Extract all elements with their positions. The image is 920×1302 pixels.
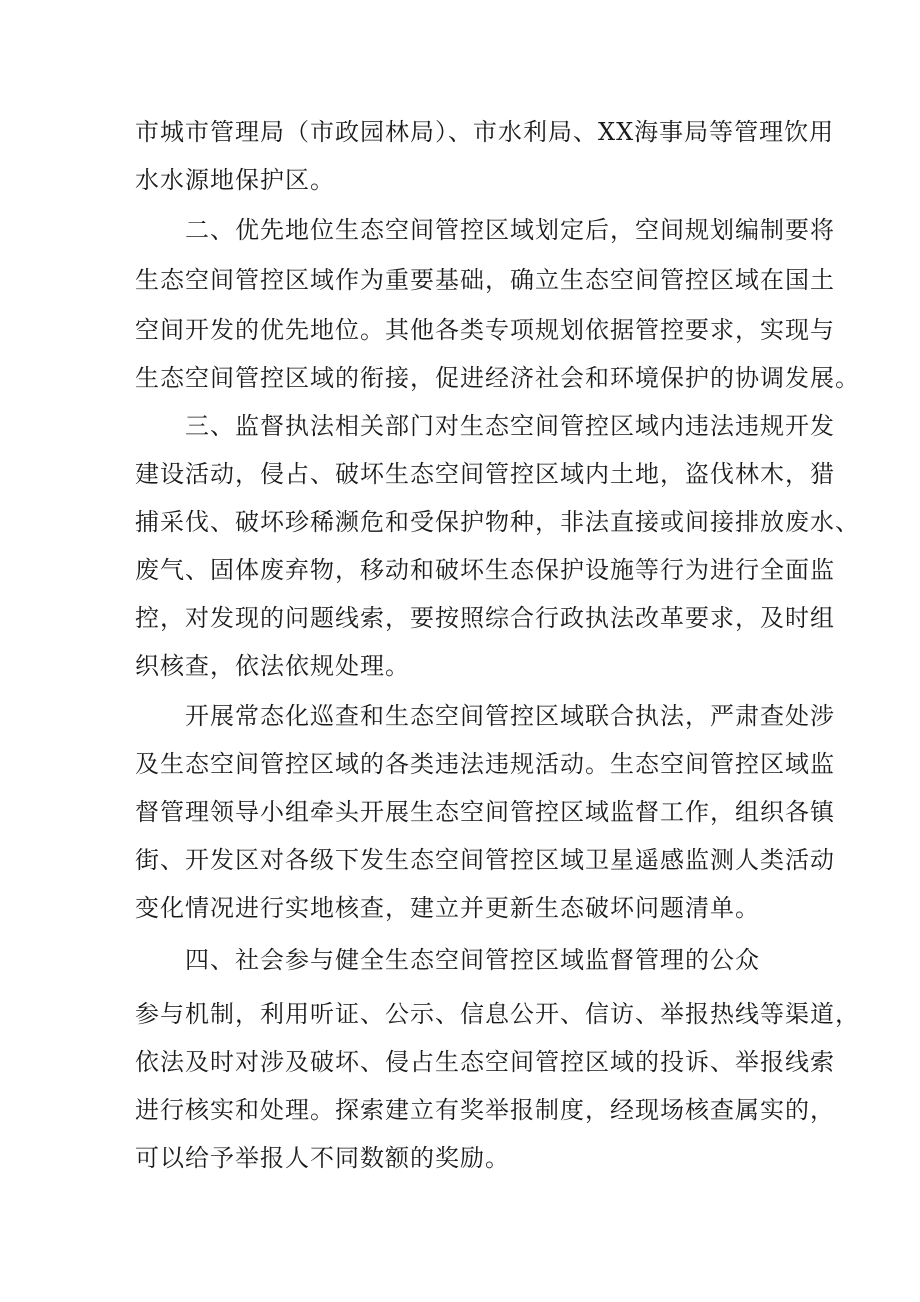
text-line: 建设活动，侵占、破坏生态空间管控区域内土地，盗伐林木，猎 <box>135 460 835 488</box>
text-line: 参与机制，利用听证、公示、信息公开、信访、举报热线等渠道， <box>135 1000 860 1028</box>
text-line: 织核查，依法依规处理。 <box>135 652 410 680</box>
text-line: 开展常态化巡查和生态空间管控区域联合执法，严肃查处涉 <box>185 702 835 730</box>
text-line: 变化情况进行实地核查，建立并更新生态破坏问题清单。 <box>135 894 760 922</box>
text-line: 街、开发区对各级下发生态空间管控区域卫星遥感监测人类活动 <box>135 846 835 874</box>
text-line: 市城市管理局（市政园林局）、市水利局、XX海事局等管理饮用 <box>135 118 835 146</box>
text-line: 依法及时对涉及破坏、侵占生态空间管控区域的投诉、举报线索 <box>135 1048 835 1076</box>
text-line: 水水源地保护区。 <box>135 166 335 194</box>
text-line: 督管理领导小组牵头开展生态空间管控区域监督工作，组织各镇 <box>135 798 835 826</box>
text-line: 生态空间管控区域的衔接，促进经济社会和环境保护的协调发展。 <box>135 364 860 392</box>
text-line: 三、监督执法相关部门对生态空间管控区域内违法违规开发 <box>185 412 835 440</box>
text-line: 空间开发的优先地位。其他各类专项规划依据管控要求，实现与 <box>135 316 835 344</box>
text-line: 废气、固体废弃物，移动和破坏生态保护设施等行为进行全面监 <box>135 556 835 584</box>
text-line: 及生态空间管控区域的各类违法违规活动。生态空间管控区域监 <box>135 750 835 778</box>
text-line: 捕采伐、破坏珍稀濒危和受保护物种，非法直接或间接排放废水、 <box>135 508 860 536</box>
text-line: 二、优先地位生态空间管控区域划定后，空间规划编制要将 <box>185 216 835 244</box>
text-line: 控，对发现的问题线索，要按照综合行政执法改革要求，及时组 <box>135 604 835 632</box>
text-line: 可以给予举报人不同数额的奖励。 <box>135 1144 510 1172</box>
text-line: 四、社会参与健全生态空间管控区域监督管理的公众 <box>185 946 760 974</box>
text-line: 生态空间管控区域作为重要基础，确立生态空间管控区域在国土 <box>135 266 835 294</box>
text-line: 进行核实和处理。探索建立有奖举报制度，经现场核查属实的， <box>135 1096 835 1124</box>
